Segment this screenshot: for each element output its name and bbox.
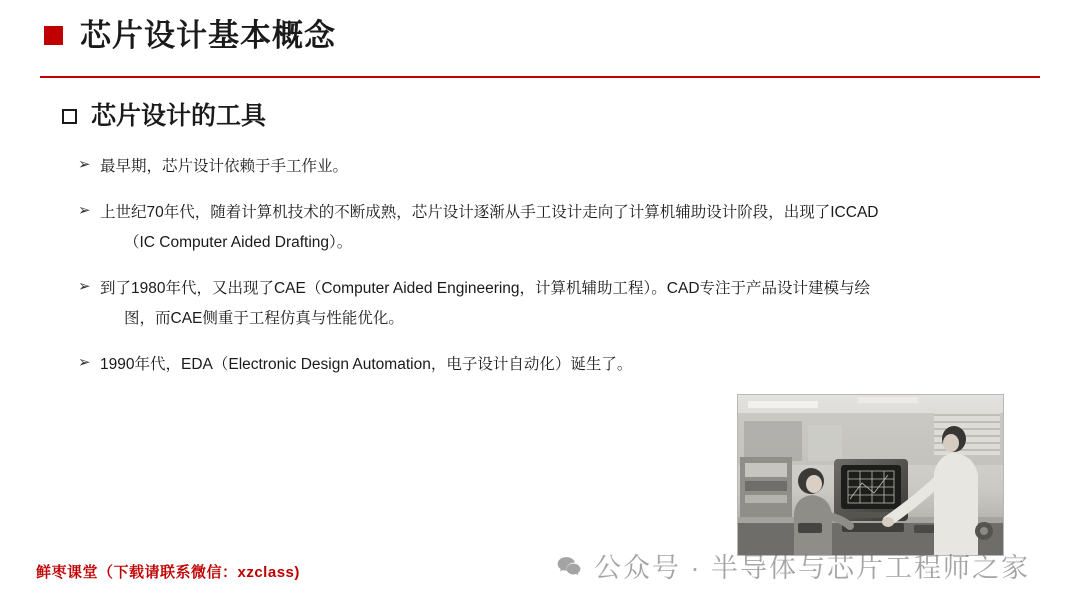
slide-photo [737,394,1004,556]
title-label: 芯片设计基本概念 [80,18,336,53]
list-item-line1: 到了1980年代，又出现了CAE（Computer Aided Engineering，计算机辅助工程）。CAD专注于产品设计建模与绘 [100,280,871,297]
arrow-bullet-icon: ➢ [78,202,91,219]
footer-course-credit: 鲜枣课堂（下载请联系微信：xzclass) [36,564,300,581]
list-item-text [100,274,988,334]
arrow-bullet-icon: ➢ [78,354,91,371]
list-item [78,152,988,182]
list-item-line1: 上世纪70年代，随着计算机技术的不断成熟，芯片设计逐渐从手工设计走向了计算机辅助设计阶段，出现了ICCAD [100,204,879,221]
page-title [44,20,336,51]
arrow-bullet-icon: ➢ [78,278,91,295]
list-item-line2: 图，而CAE侧重于工程仿真与性能优化。 [124,310,404,327]
title-divider [40,76,1040,78]
watermark-label: 公众号 · 半导体与芯片工程师之家 [594,553,1030,583]
list-item [78,198,988,258]
list-item-text [100,350,988,380]
section-subtitle [62,104,266,129]
watermark [556,546,1030,585]
subtitle-square-outline-icon [62,109,77,124]
arrow-bullet-icon: ➢ [78,156,91,173]
list-item [78,274,988,334]
title-square-icon [44,26,63,45]
photo-illustration [738,395,1003,555]
list-item-text [100,152,988,182]
list-item-text [100,198,988,258]
list-item-line1: 1990年代，EDA（Electronic Design Automation，电子设计自动化）诞生了。 [100,356,633,373]
list-item-line1: 最早期，芯片设计依赖于手工作业。 [100,158,349,175]
wechat-icon [556,553,582,579]
list-item-line2: （IC Computer Aided Drafting）。 [124,234,353,251]
subtitle-label: 芯片设计的工具 [91,102,267,130]
list-item [78,350,988,380]
bullet-list [78,152,988,396]
